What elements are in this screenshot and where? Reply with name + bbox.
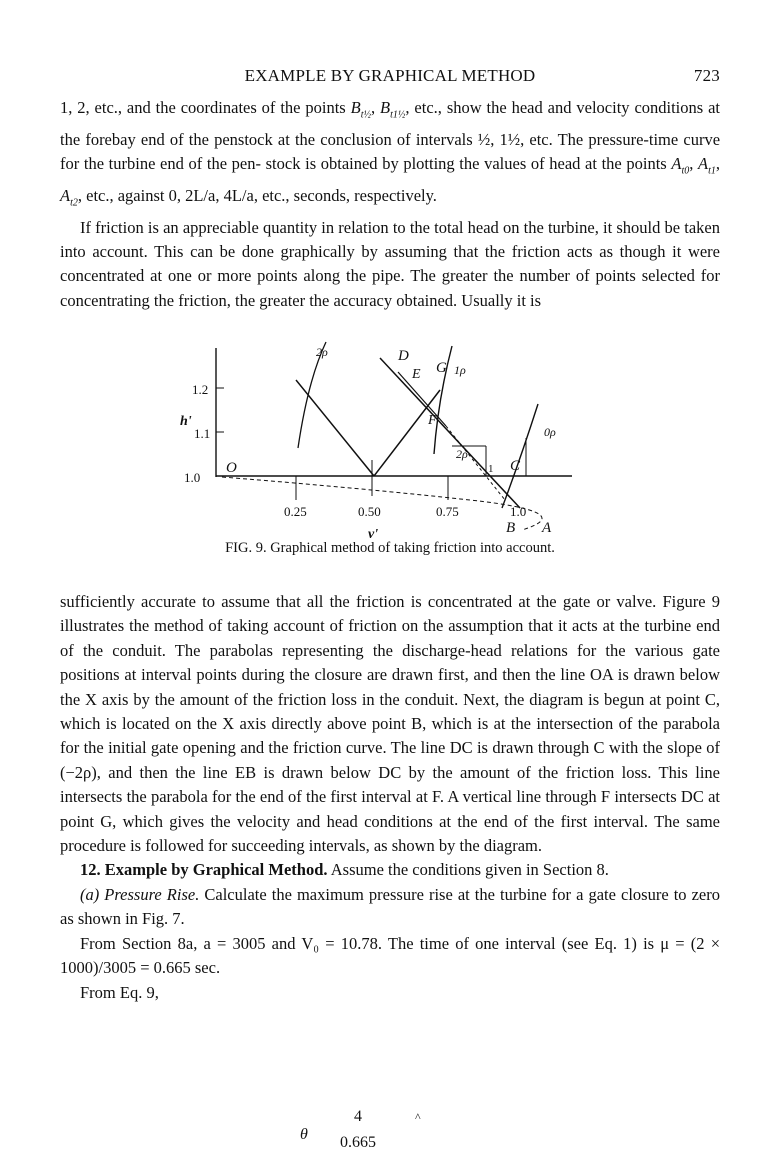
symbol: A (698, 154, 709, 174)
subscript: t1 (708, 165, 716, 177)
paragraph-method: sufficiently accurate to assume that all the friction is concentrated at the gate or valve. Figure 9 illustrates the method of taking account of friction on the assumption that it acts at the turbine end of the conduit. The parabolas representing the discharge-head relations for the various gate positions at interval points during the closure are drawn first, and then the line OA is drawn below the X axis by the amount of the friction loss in the conduit. Next, the diagram is begun at point C, which is located on the X axis directly above point B, which is at the intersection of the parabola for the initial gate opening and the friction curve. The line DC is drawn through C with the slope of (−2ρ), and then the line EB is drawn below DC by the amount of the friction loss. This line intersects the parabola for the end of the first interval at F. A vertical line through F intersects DC at point G, which gives the velocity and head conditions at the end of the first interval. The same procedure is followed for succeeding intervals, as shown by the diagram. (60, 592, 720, 856)
y-tick-label-1-2: 1.2 (192, 382, 209, 397)
text-run: , etc., (77, 185, 114, 205)
x-tick-label-0-50: 0.50 (358, 504, 381, 519)
paragraph-from-eq9: From Eq. 9, (80, 982, 159, 1002)
label-b: B (506, 520, 516, 536)
symbol: B (380, 98, 391, 117)
paragraph-pressure-rise (60, 883, 720, 932)
pressure-rise-label: (a) Pressure Rise. (80, 884, 200, 904)
label-d: D (398, 348, 409, 364)
subscript: t2 (70, 197, 78, 209)
from-line-2: Eq. 1) is μ = (2 × 1000)/3005 = 0.665 sec. (60, 933, 721, 978)
running-head (60, 66, 720, 90)
label-1-small: 1 (488, 463, 494, 475)
from-line-1: From Section 8a, a = 3005 and V₀ = 10.78. The time of one interval (see (80, 933, 589, 953)
symbol: A (671, 154, 682, 174)
page-number: 723 (693, 66, 720, 85)
paragraph-friction: If friction is an appreciable quantity in relation to the total head on the turbine, it should be taken into account. This can be done graphically by assuming that the friction acts as though it were concentrated at one or more points along the pipe. The greater the number of points selected for concentrating the friction, the greater the accuracy obtained. Usually it is (60, 217, 720, 310)
y-tick-label-1-0: 1.0 (184, 470, 201, 485)
x-tick-label-0-75: 0.75 (436, 504, 459, 519)
line-e (398, 372, 446, 426)
parabola-0rho (502, 404, 538, 508)
paragraph-continued: 1, 2, etc., and the coordinates of the points $B_{t\frac{1}{2}}$, $B_{t1\frac{1}{2}}$, etc., show the head and velocity conditions at the forebay end of the penstock at the conclusion of intervals ½, 1½, etc. The pressure-time curve for the turbine end of the pen- stock is obtained by plotting the values of head at the points $A_{t0}$, $A_{t1}$, $A_{t2}$, etc., against 0, 2L/a, 4L/a, etc., seconds, respectively. (60, 98, 721, 209)
eq-mark: ^ (415, 1110, 421, 1124)
equation-theta (300, 1108, 460, 1158)
line-dc (380, 358, 520, 508)
section-12 (60, 858, 720, 882)
line-eb (446, 426, 505, 500)
subscript: t0 (681, 165, 690, 177)
label-e: E (412, 367, 421, 382)
figure-9 (180, 340, 600, 540)
text-run: intervals ½, 1½, etc. The pressure-time curve for the turbine end of the pen- (60, 129, 721, 174)
eq-denominator: 0.665 (340, 1134, 376, 1151)
eq-numerator: 4 (354, 1108, 362, 1125)
paragraph-from-section (60, 932, 720, 981)
text-run: against 0, 2L/a, 4L/a, etc., seconds, respectively. (117, 185, 437, 205)
eq-theta-symbol: θ (300, 1126, 308, 1143)
slope-line-left (296, 380, 374, 476)
label-origin: O (226, 460, 237, 476)
slope-line-center (374, 390, 440, 476)
x-axis-label: v' (368, 527, 379, 540)
running-title: EXAMPLE BY GRAPHICAL METHOD (244, 66, 536, 85)
label-a: A (542, 520, 552, 536)
figure-caption: FIG. 9. Graphical method of taking friction into account. (225, 540, 555, 556)
text-block-top (60, 96, 720, 313)
text-run: stock is obtained by plotting the values of head at the points (265, 154, 667, 174)
friction-curve-oa (222, 477, 542, 530)
label-0rho: 0ρ (544, 425, 556, 439)
text-run: velocity conditions at the forebay end of the penstock at the conclusion of (60, 98, 720, 149)
symbol: A (60, 185, 71, 205)
label-1rho: 1ρ (454, 363, 466, 377)
subscript: t½ (360, 109, 371, 121)
x-tick-label-1-0: 1.0 (510, 504, 527, 519)
label-g: G (436, 360, 447, 376)
text-run: 1, 2, etc., and the coordinates of the points (60, 98, 346, 117)
x-tick-label-0-25: 0.25 (284, 504, 307, 519)
section-12-text: Assume the conditions given in Section 8. (330, 860, 609, 880)
text-run: , etc., show the head and (405, 98, 572, 117)
text-block-bottom (60, 590, 720, 1005)
section-12-heading: 12. Example by Graphical Method. (80, 860, 328, 880)
subscript: t1½ (390, 109, 406, 121)
pressure-rise-text: Calculate the maximum pressure rise at the turbine for a gate closure to zero as shown in Fig. 7. (60, 884, 720, 929)
label-c: C (510, 458, 521, 474)
y-tick-label-1-1: 1.1 (194, 426, 211, 441)
label-2rho-top: 2ρ (316, 345, 328, 359)
y-axis-label: h' (180, 414, 192, 429)
label-2rho-mid: 2ρ (456, 447, 468, 461)
label-f: F (428, 413, 437, 428)
symbol: B (350, 98, 361, 117)
